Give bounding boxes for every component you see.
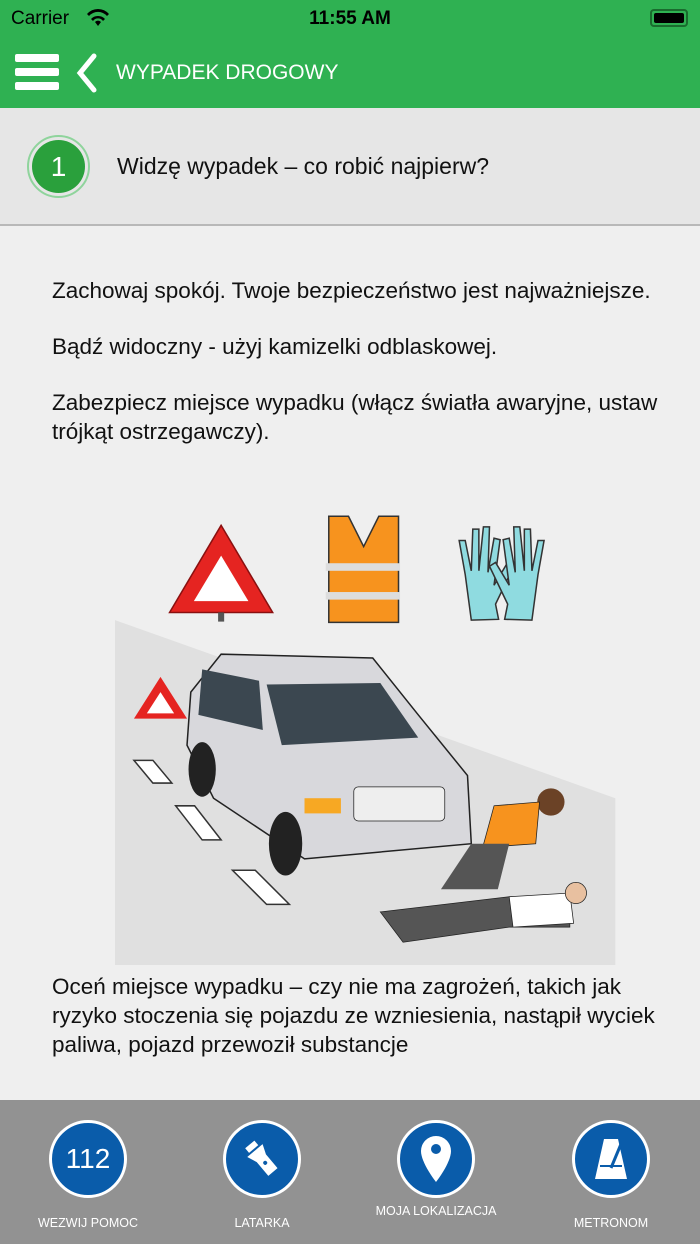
page-title: WYPADEK DROGOWY [116, 61, 339, 84]
gloves-icon [459, 527, 544, 620]
my-location-button[interactable] [366, 1120, 506, 1218]
battery-icon [650, 9, 688, 27]
paragraph: Oceń miejsce wypadku – czy nie ma zagrożeń, takich jak ryzyko stoczenia się pojazdu ze wzniesienia, nastąpił wyciek paliwa, pojazd przewoził substancje [52, 974, 655, 1057]
step-number-badge [27, 135, 90, 198]
nav-bar [0, 40, 700, 108]
question-header [0, 108, 700, 226]
location-pin-icon [397, 1120, 475, 1198]
toolbar-label: LATARKA [234, 1216, 290, 1230]
toolbar-label: WEZWIJ POMOC [38, 1216, 138, 1230]
instructions [52, 276, 662, 473]
metronome-button[interactable] [541, 1120, 681, 1230]
question-title: Widzę wypadek – co robić najpierw? [117, 153, 490, 179]
status-bar [0, 0, 700, 40]
warning-triangle-icon [170, 525, 273, 621]
flashlight-button[interactable] [192, 1120, 332, 1230]
paragraph: Zabezpiecz miejsce wypadku (włącz światła awaryjne, ustaw trójkąt ostrzegawczy). [52, 390, 658, 444]
paragraph: Zachowaj spokój. Twoje bezpieczeństwo jest najważniejsze. [52, 278, 651, 303]
safety-vest-icon [326, 516, 400, 622]
paragraph: Bądź widoczny - użyj kamizelki odblaskowej. [52, 334, 498, 359]
flashlight-icon [223, 1120, 301, 1198]
step-number: 1 [32, 140, 85, 193]
bottom-toolbar [0, 1100, 700, 1244]
hamburger-menu-icon[interactable] [15, 54, 59, 90]
clock: 11:55 AM [309, 8, 391, 29]
toolbar-label: METRONOM [573, 1216, 649, 1230]
back-chevron-icon[interactable] [72, 52, 102, 94]
call-help-button[interactable] [18, 1120, 158, 1230]
accident-illustration [0, 495, 700, 965]
carrier-label: Carrier [11, 8, 70, 29]
toolbar-label: MOJA LOKALIZACJA [375, 1204, 497, 1218]
metronome-icon [572, 1120, 650, 1198]
emergency-112-icon: 112 [49, 1120, 127, 1198]
